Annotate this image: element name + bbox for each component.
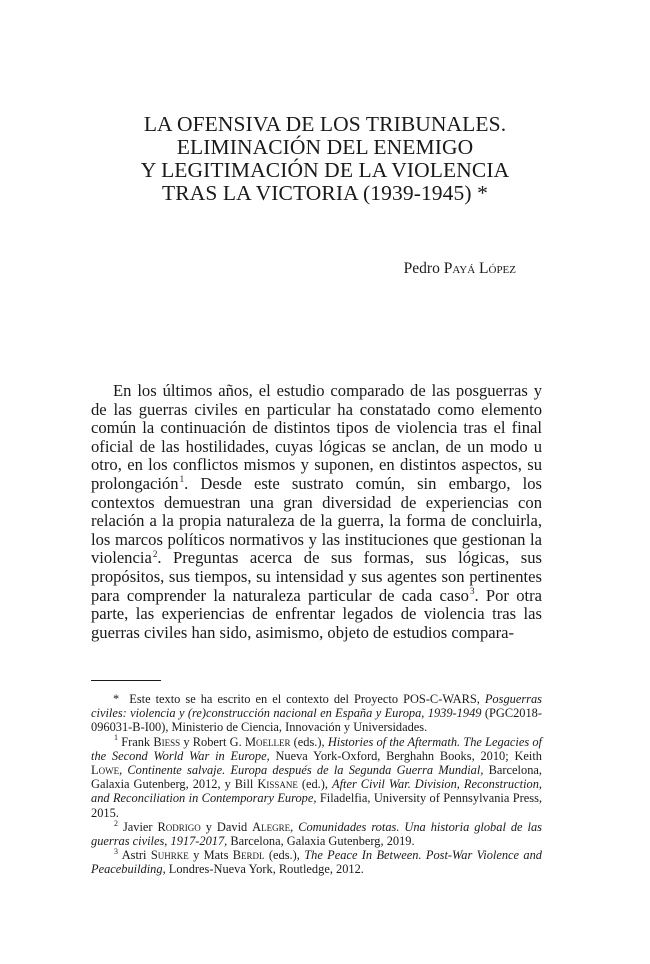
footnote-text: Frank (121, 734, 154, 749)
footnote-text: (eds.), (290, 734, 328, 749)
footnote-text: (eds.), (264, 848, 305, 863)
author-surname: Berdl (232, 848, 265, 863)
footnote-3 (91, 848, 542, 876)
title-line-4: TRAS LA VICTORIA (1939-1945) * (162, 181, 488, 205)
title-line-2: ELIMINACIÓN DEL ENEMIGO (176, 135, 474, 159)
footnote-text: Javier (122, 819, 158, 834)
footnote-text: Filadelfia, University of Pennsylvania Press, 2015. (91, 791, 543, 820)
footnote-text: Barcelona, Galaxia Gutenberg, 2019. (227, 834, 415, 849)
footnote-2 (91, 820, 542, 848)
footnote-text: Nueva York-Oxford, Berghahn Books, 2010; Keith (269, 748, 542, 763)
footnote-text: Este texto se ha escrito en el contexto del Proyecto POS-C-WARS, (129, 692, 485, 706)
body-sentence-4: . Por otra parte, las experiencias de enfrentar legados de violencia tras las guerras civiles han sido, asimismo, objeto de estudios compara- (91, 585, 542, 642)
footnote-text: y Robert G. (180, 734, 245, 749)
footnote-ref-1: 1 (179, 474, 185, 485)
body-paragraph (91, 382, 542, 642)
article-title (100, 113, 550, 205)
footnote-number: 1 (114, 733, 118, 743)
footnote-ref-3: 3 (469, 586, 475, 596)
author-surname: Moeller (244, 734, 291, 749)
footnote-text: Astri (121, 848, 151, 863)
footnote-italic: Comunidades rotas. Una historia global de las guerras civiles, 1917-2017, (91, 819, 542, 849)
body-sentence-1: En los últimos años, el estudio comparado de las posguerras y de las guerras civiles en particular ha constatado como elemento común la continuación de distintos tipos de violencia tras el final oficial de las hostilidades, cuyas lógicas se anclan, de un modo u otro, en los conflictos mismos y suponen, en distintos aspectos, su prolongación (91, 381, 542, 493)
title-line-3: Y LEGITIMACIÓN DE LA VIOLENCIA (140, 158, 510, 182)
footnote-italic: Histories of the Aftermath. The Legacies of the Second World War in Europe, (91, 734, 543, 763)
author-surname: Rodrigo (157, 819, 201, 834)
footnote-text: y David (200, 819, 253, 834)
footnote-star-mark: * (113, 692, 120, 706)
footnote-number: 3 (114, 847, 118, 857)
author-surname: Alegre (252, 819, 291, 834)
author-surname: Biess (153, 734, 181, 749)
footnote-text: (ed.), (297, 777, 332, 792)
title-line-1: LA OFENSIVA DE LOS TRIBUNALES. (143, 112, 507, 136)
footnote-text: Barcelona, Galaxia Gutenberg, 2012, y Bill (91, 763, 542, 792)
footnote-text: , (290, 819, 299, 834)
footnote-text: (PGC2018-096031-B-I00), Ministerio de Ciencia, Innovación y Universidades. (91, 706, 542, 735)
footnote-italic: Continente salvaje. Europa después de la Segunda Guerra Mundial, (127, 763, 484, 778)
footnote-italic: Posguerras civiles: violencia y (re)construcción nacional en España y Europa, 1939-1949 (91, 692, 542, 721)
footnote-ref-2: 2 (152, 548, 158, 559)
footnote-number: 2 (114, 818, 118, 828)
footnote-italic: The Peace In Between. Post-War Violence and Peacebuilding, (91, 848, 542, 877)
footnote-text: y Mats (188, 848, 233, 863)
footnote-star (91, 692, 542, 735)
body-sentence-3: . Preguntas acerca de sus formas, sus lógicas, sus propósitos, sus tiempos, su intensidad y sus agentes son pertinentes para comprender la naturaleza particular de cada caso (91, 548, 542, 605)
footnote-text: Londres-Nueva York, Routledge, 2012. (165, 862, 364, 877)
footnote-italic: After Civil War. Division, Reconstruction, and Reconciliation in Contemporary Europe, (91, 777, 542, 806)
author-surname: Suhrke (150, 848, 189, 863)
body-text (91, 382, 542, 642)
author-surname-1: Payá (443, 260, 476, 277)
footnotes (91, 692, 542, 877)
footnote-1 (91, 735, 542, 820)
author-first-name: Pedro (403, 260, 440, 277)
body-sentence-2: . Desde este sustrato común, sin embargo, los contextos demuestran una gran diversidad de experiencias con relación a la propia naturaleza de la guerra, la forma de concluirla, los marcos políticos normativos y las instituciones que gestionan la violencia (91, 473, 542, 568)
author-surname: Lowe (91, 763, 120, 778)
author-surname: Kissane (257, 777, 298, 792)
footnote-divider (91, 680, 161, 681)
footnote-text: , (119, 763, 128, 778)
author-name (404, 260, 516, 278)
author-surname-2: López (479, 260, 516, 277)
